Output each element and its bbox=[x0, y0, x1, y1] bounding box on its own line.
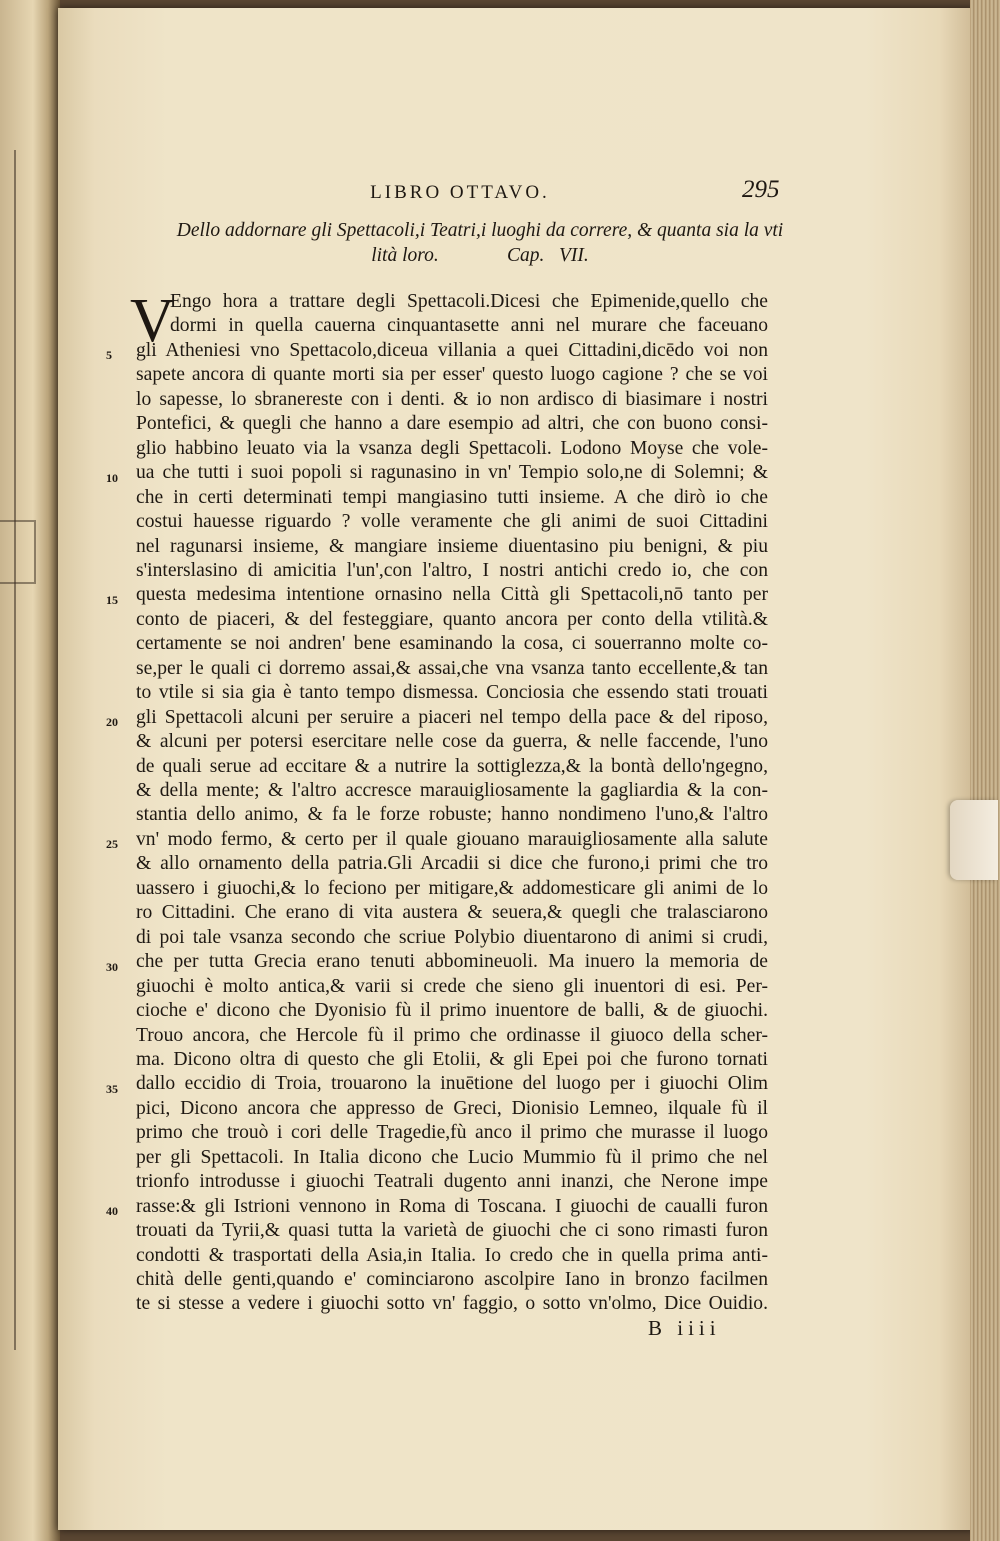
text-line: certamente se noi andren' bene esaminando la cosa, ci souerranno molte co- bbox=[136, 633, 768, 655]
running-head: LIBRO OTTAVO. bbox=[370, 182, 550, 203]
text-line: chità delle genti,quando e' cominciarono ascolpire Iano in bronzo facilmen bbox=[136, 1269, 768, 1290]
text-line: rasse:& gli Istrioni vennono in Roma di Toscana. I giuochi de caualli furon bbox=[136, 1195, 768, 1217]
text-line: che per tutta Grecia erano tenuti abbomineuoli. Ma inuero la memoria de bbox=[136, 951, 768, 973]
text-line: ua che tutti i suoi popoli si ragunasino in vn' Tempio solo,ne di Solemni; & bbox=[136, 462, 768, 484]
text-line: Engo hora a trattare degli Spettacoli.Dicesi che Epimenide,quello che bbox=[170, 291, 768, 312]
drop-cap: V bbox=[130, 287, 175, 355]
text-line: per gli Spettacoli. In Italia dicono che Lucio Mummio fù il primo che nel bbox=[136, 1146, 768, 1168]
text-line: sapete ancora di quante morti sia per esser' questo luogo cagione ? che se voi bbox=[136, 364, 768, 386]
text-line: ma. Dicono oltra di questo che gli Etolii, & gli Epei poi che furono tornati bbox=[136, 1048, 768, 1070]
text-line: se,per le quali ci dorremo assai,& assai,che vna vsanza tanto eccellente,& tan bbox=[136, 657, 768, 679]
page-number: 295 bbox=[742, 176, 780, 203]
text-line: costui hauesse riguardo ? volle veramente che gli animi de suoi Cittadini bbox=[136, 511, 768, 533]
line-number: 20 bbox=[106, 715, 118, 730]
text-line: uassero i giuochi,& lo feciono per mitigare,& addomesticare gli animi de lo bbox=[136, 877, 768, 899]
text-line: pici, Dicono ancora che appresso de Greci, Dionisio Lemneo, ilquale fù il bbox=[136, 1097, 768, 1119]
line-number: 30 bbox=[106, 959, 118, 974]
text-line: Trouo ancora, che Hercole fù il primo che ordinasse il giuoco della scher- bbox=[136, 1024, 768, 1046]
text-line: giuochi è molto antica,& varii si crede che sieno gli inuentori di esi. Per- bbox=[136, 975, 768, 997]
text-line: de quali serue ad eccitare & a nutrire la sottiglezza,& la bontà dello'ngegno, bbox=[136, 755, 768, 777]
line-number: 5 bbox=[106, 348, 112, 363]
text-line: ro Cittadini. Che erano di vita austera & seuera,& quegli che tralasciarono bbox=[136, 902, 768, 924]
line-number: 25 bbox=[106, 837, 118, 852]
text-line: gli Atheniesi vno Spettacolo,diceua villania a quei Cittadini,dicēdo voi non bbox=[136, 339, 768, 361]
text-line: & alcuni per potersi esercitare nelle cose da guerra, & nelle faccende, l'uno bbox=[136, 731, 768, 753]
text-line: che in certi determinati tempi mangiasino tutti insieme. A che dirò io che bbox=[136, 486, 768, 508]
text-line: trionfo introdusse i giuochi Teatrali dugento anni inanzi, che Nerone impe bbox=[136, 1171, 768, 1193]
text-line: te si stesse a vedere i giuochi sotto vn' faggio, o sotto vn'olmo, Dice Ouidio. bbox=[136, 1293, 768, 1315]
text-line: di poi tale vsanza secondo che scriue Polybio diuentarono di animi si crudi, bbox=[136, 926, 768, 948]
line-number: 10 bbox=[106, 470, 118, 485]
text-line: trouati da Tyrii,& quasi tutta la varietà de giuochi che ci sono rimasti furon bbox=[136, 1220, 768, 1242]
line-number: 35 bbox=[106, 1081, 118, 1096]
text-line: to vtile si sia gia è tanto tempo dismessa. Conciosia che essendo stati trouati bbox=[136, 682, 768, 704]
text-line: glio habbino leuato via la vsanza degli Spettacoli. Lodono Moyse che vole- bbox=[136, 437, 768, 459]
text-line: stantia dello animo, & fa le forze robuste; hanno nondimeno l'uno,& l'altro bbox=[136, 804, 768, 826]
text-line: vn' modo fermo, & certo per il quale giouano marauigliosamente alla salute bbox=[136, 828, 768, 850]
text-line: primo che trouò i cori delle Tragedie,fù anco il primo che murasse il luogo bbox=[136, 1122, 768, 1144]
line-number: 15 bbox=[106, 592, 118, 607]
text-line: dallo eccidio di Troia, trouarono la inuētione del luogo per i giuochi Olim bbox=[136, 1073, 768, 1095]
text-line: conto de piaceri, & del festeggiare, quanto ancora per conto della vtilità.& bbox=[136, 608, 768, 630]
text-line: questa medesima intentione ornasino nella Città gli Spettacoli,nō tanto per bbox=[136, 584, 768, 606]
chapter-title-line: Dello addornare gli Spettacoli,i Teatri,i luoghi da correre, & quanta sia la vti bbox=[176, 220, 784, 241]
text-line: condotti & trasportati della Asia,in Italia. Io credo che in quella prima anti- bbox=[136, 1244, 768, 1266]
text-line: cioche e' dicono che Dyonisio fù il primo inuentore de balli, & de giuochi. bbox=[136, 1000, 768, 1022]
text-line: s'interslasino di amicitia l'un',con l'altro, I nostri antichi credo io, che con bbox=[136, 559, 768, 581]
text-line: Pontefici, & quegli che hanno a dare esempio ad altri, che con buono consi- bbox=[136, 413, 768, 435]
signature-mark: B iiii bbox=[648, 1316, 721, 1340]
text-line: lo sapesse, lo sbranereste con i denti. & io non ardisco di biasimare i nostri bbox=[136, 388, 768, 410]
line-number: 40 bbox=[106, 1204, 118, 1219]
text-line: nel ragunarsi insieme, & mangiare insieme diuentasino piu benigni, & piu bbox=[136, 535, 768, 557]
text-line: & allo ornamento della patria.Gli Arcadii si dice che furono,i primi che tro bbox=[136, 853, 768, 875]
text-line: dormi in quella cauerna cinquantasette anni nel murare che faceuano bbox=[170, 315, 768, 337]
text-line: gli Spettacoli alcuni per seruire a piaceri nel tempo della pace & del riposo, bbox=[136, 706, 768, 728]
chapter-title-line: lità loro. Cap. VII. bbox=[371, 245, 589, 266]
text-line: & della mente; & l'altro accresce marauigliosamente la gagliardia & la con- bbox=[136, 780, 768, 801]
